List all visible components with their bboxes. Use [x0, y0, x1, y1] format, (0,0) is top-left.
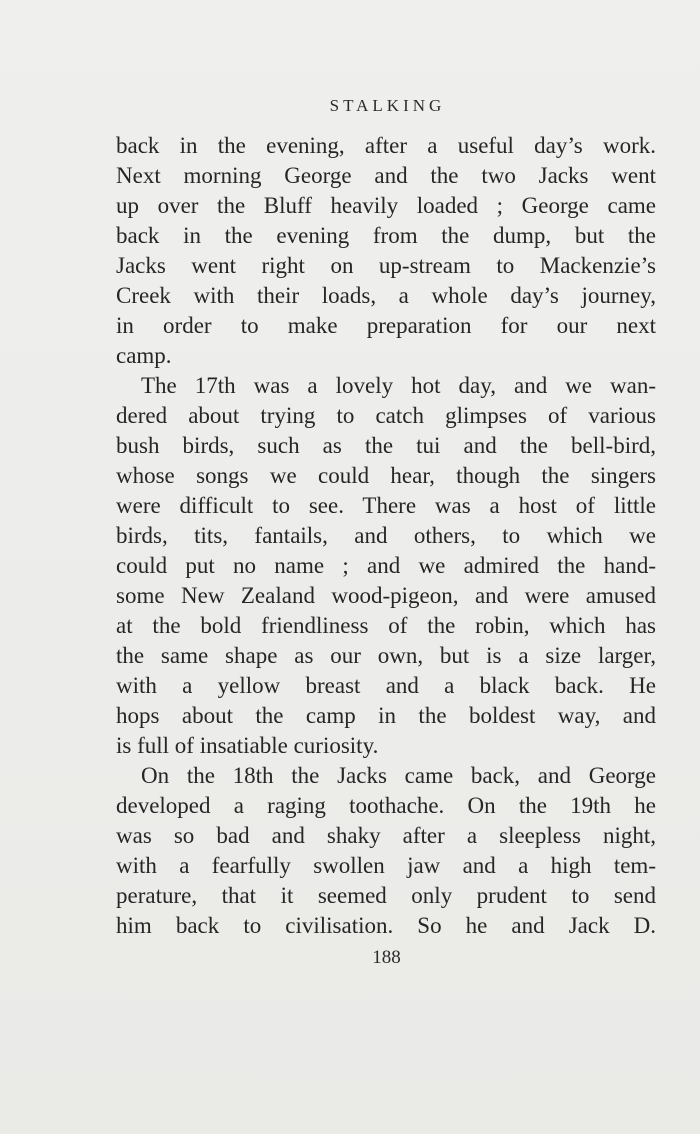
text-line: some New Zealand wood-pigeon, and were amused [116, 583, 656, 608]
text-line: bush birds, such as the tui and the bell-bird, [116, 433, 656, 458]
running-head: STALKING [329, 96, 446, 115]
text-line: back in the evening from the dump, but the [116, 223, 656, 248]
text-line: the same shape as our own, but is a size larger, [116, 643, 656, 668]
text-line: could put no name ; and we admired the hand- [116, 553, 656, 578]
text-line: up over the Bluff heavily loaded ; George came [116, 193, 656, 218]
text-line: with a fearfully swollen jaw and a high tem- [116, 853, 656, 878]
page-number: 188 [372, 947, 401, 968]
text-line: camp. [116, 343, 172, 368]
text-line: is full of insatiable curiosity. [116, 733, 379, 758]
text-line: Jacks went right on up-stream to Mackenzie’s [116, 253, 656, 278]
text-line: in order to make preparation for our next [116, 313, 656, 338]
text-line: dered about trying to catch glimpses of various [116, 403, 656, 428]
text-line: were difficult to see. There was a host of little [116, 493, 656, 518]
body-text [116, 131, 656, 941]
text-line: was so bad and shaky after a sleepless night, [116, 823, 656, 848]
text-line: On the 18th the Jacks came back, and George [141, 763, 656, 788]
text-line: Creek with their loads, a whole day’s journey, [116, 283, 656, 308]
text-line: with a yellow breast and a black back. He [116, 673, 656, 698]
text-line: him back to civilisation. So he and Jack D. [116, 913, 656, 938]
text-line: developed a raging toothache. On the 19th he [116, 793, 656, 818]
text-line: Next morning George and the two Jacks went [116, 163, 656, 188]
text-line: birds, tits, fantails, and others, to which we [116, 523, 656, 548]
text-line: hops about the camp in the boldest way, and [116, 703, 656, 728]
text-line: perature, that it seemed only prudent to send [116, 883, 656, 908]
text-line: back in the evening, after a useful day’s work. [116, 133, 656, 158]
text-line: The 17th was a lovely hot day, and we wan- [141, 373, 656, 398]
text-line: whose songs we could hear, though the singers [116, 463, 656, 488]
text-line: at the bold friendliness of the robin, which has [116, 613, 656, 638]
